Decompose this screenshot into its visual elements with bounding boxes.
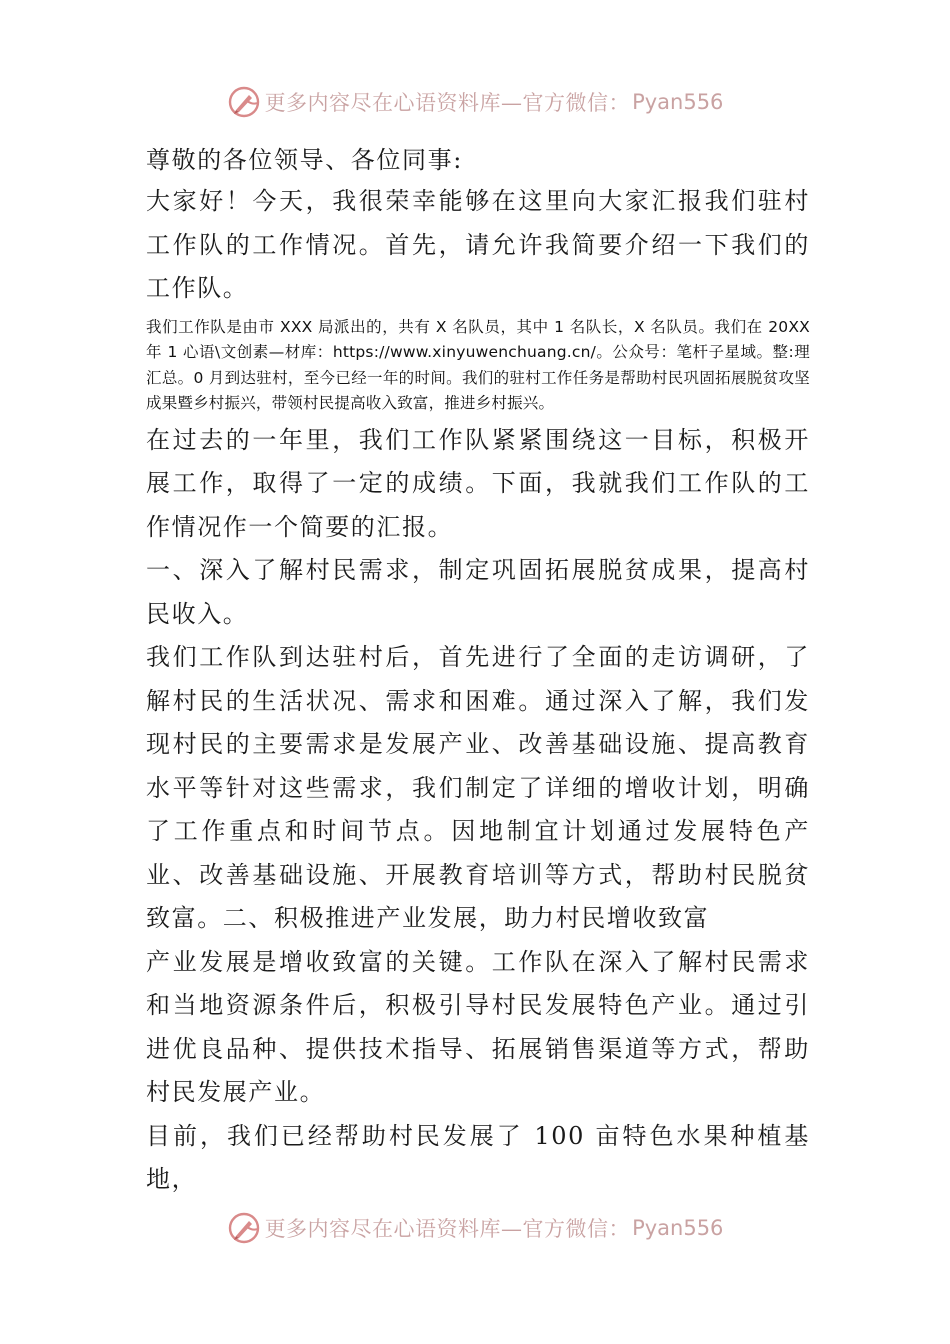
banner-wechat-id: Pyan556 xyxy=(632,90,724,114)
pen-logo-icon xyxy=(227,85,261,119)
banner-wechat-id: Pyan556 xyxy=(632,1216,724,1240)
paragraph-current: 目前，我们已经帮助村民发展了 100 亩特色水果种植基地， xyxy=(146,1121,810,1193)
paragraph-past-year: 在过去的一年里，我们工作队紧紧围绕这一目标，积极开展工作，取得了一定的成绩。下面，我就我们工作队的工作情况作一个简要的汇报。 xyxy=(146,425,810,541)
footer-banner xyxy=(0,1206,950,1250)
paragraph-industry: 产业发展是增收致富的关键。工作队在深入了解村民需求和当地资源条件后，积极引导村民发展特色产业。通过引进优良品种、提供技术指导、拓展销售渠道等方式，帮助村民发展产业。 xyxy=(146,947,810,1106)
salutation: 尊敬的各位领导、各位同事: xyxy=(146,146,463,174)
paragraph-survey: 我们工作队到达驻村后，首先进行了全面的走访调研，了解村民的生活状况、需求和困难。通过深入了解，我们发现村民的主要需求是发展产业、改善基础设施、提高教育水平等针对这些需求，我们制定了详细的增收计划，明确了工作重点和时间节点。因地制宜计划通过发展特色产业、改善基础设施、开展教育培训等方式，帮助村民脱贫致富。二、积极推进产业发展，助力村民增收致富 xyxy=(146,643,810,932)
paragraph-team-intro: 我们工作队是由市 XXX 局派出的，共有 X 名队员，其中 1 名队长，X 名队员。我们在 20XX 年 1 心语\文创素—材库：https://www.xinyuwenchuang.cn/。公众号：笔杆子星域。整:理汇总。0 月到达驻村，至今已经一年的时间。我们的驻村工作任务是帮助村民巩固拓展脱贫攻坚成果暨乡村振兴，带领村民提高收入致富，推进乡村振兴。 xyxy=(146,317,810,412)
section-heading-1: 一、深入了解村民需求，制定巩固拓展脱贫成果，提高村民收入。 xyxy=(146,556,810,628)
pen-logo-icon xyxy=(227,1211,261,1245)
paragraph-greeting: 大家好！今天，我很荣幸能够在这里向大家汇报我们驻村工作队的工作情况。首先，请允许我简要介绍一下我们的工作队。 xyxy=(146,187,810,302)
header-banner xyxy=(0,80,950,124)
document-body xyxy=(146,140,810,1202)
banner-text: 更多内容尽在心语资料库—官方微信： xyxy=(264,1217,631,1241)
banner-text: 更多内容尽在心语资料库—官方微信： xyxy=(264,91,631,115)
